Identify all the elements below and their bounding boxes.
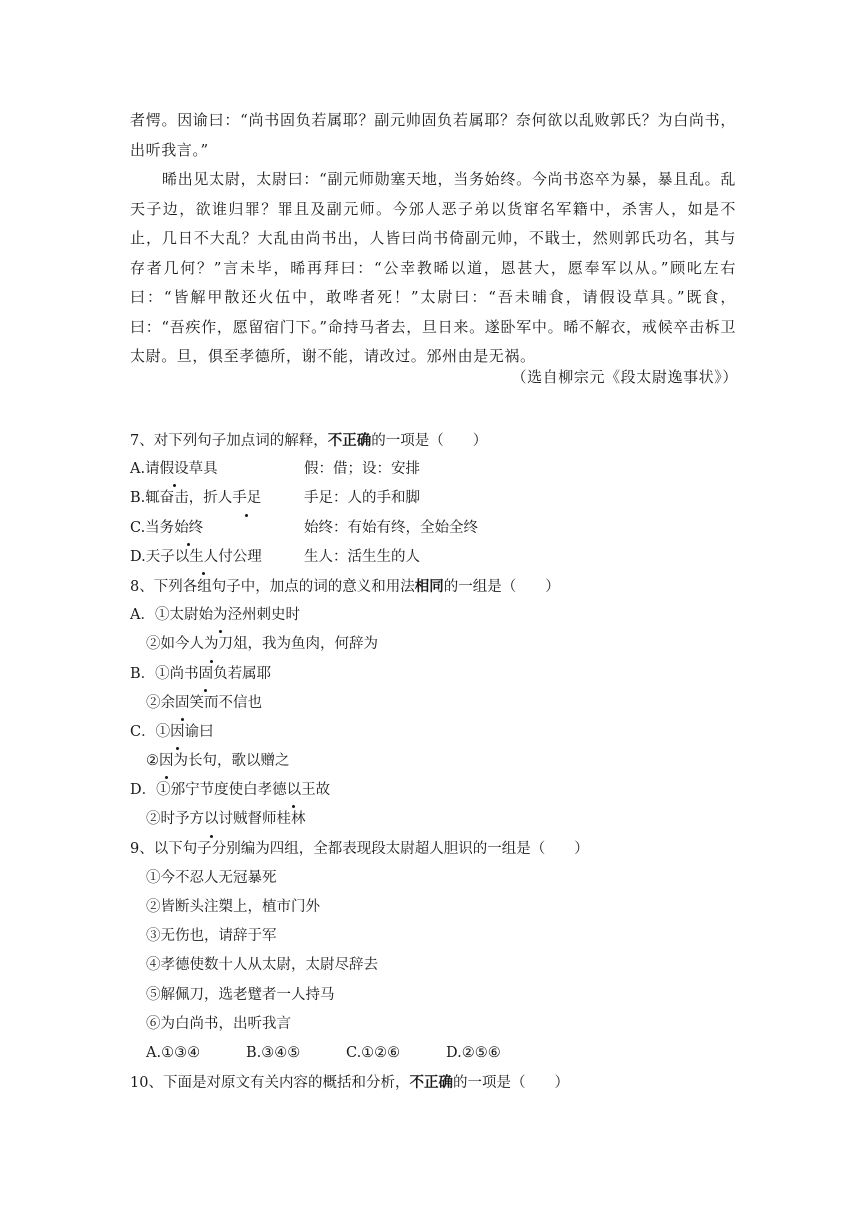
dotted-keyword: 以 — [204, 805, 219, 834]
emphasis-text: 不正确 — [409, 1074, 453, 1092]
question-9-stem: 9、以下句子分别编为四组，全都表现段太尉超人胆识的一组是（ ） — [130, 840, 589, 857]
question-9-item: ④孝德使数十人从太尉，太尉尽辞去 — [146, 957, 378, 974]
question-8-option-a-line-1: A．①太尉始为泾州刺史时 — [130, 601, 750, 630]
option-explanation: 生人：活生生的人 — [304, 548, 420, 565]
question-7-option-c: C.当务始终 始终：有始有终，全始全终 — [130, 514, 750, 543]
question-7-option-b: B.辄奋击，折人手足 手足：人的手和脚 — [130, 484, 750, 513]
question-8-option-d-line-1: D．①邠宁节度使白孝德以王故 — [130, 776, 750, 805]
choice-c: C.①②⑥ — [346, 1044, 401, 1061]
question-8-stem: 8、下列各组句子中，加点的词的意义和用法相同的一组是（ ） — [130, 577, 560, 595]
choice-d: D.②⑤⑥ — [446, 1044, 501, 1061]
dotted-keyword: 固 — [199, 660, 214, 689]
question-9-choices — [130, 1039, 750, 1068]
dotted-keyword: 固 — [175, 689, 190, 718]
passage-source: （选自柳宗元《段太尉逸事状》） — [511, 368, 738, 386]
question-7-option-a: A.请假设草具 假：借；设：安排 — [130, 455, 750, 484]
passage-paragraph-2: 晞出见太尉，太尉曰：“副元师勋塞天地，当务始终。今尚书恣卒为暴，暴且乱。乱天子边，欲谁归罪？罪且及副元师。今邠人恶子弟以货窜名军籍中，杀害人，如是不止，几日不大乱？大乱由尚书出，人皆曰尚书倚副元帅，不戢士，然则郭氏功名，其与存者几何？”言未毕，晞再拜曰：“公幸教晞以道，恩甚大，愿奉军以从。”顾叱左右曰：“皆解甲散还火伍中，敢哗者死！”太尉曰：“吾未晡食，请假设草具。”既食，曰：“吾疾作，愿留宿门下。”命持马者去，旦日来。遂卧军中。晞不解衣，戒候卒击柝卫太尉。旦，俱至孝德所，谢不能，请改过。邠州由是无祸。 — [130, 170, 736, 365]
question-9-item: ⑤解佩刀，选老躄者一人持马 — [146, 986, 335, 1003]
question-8-option-a-line-2: ②如今人为刀俎，我为鱼肉，何辞为 — [130, 630, 750, 659]
choice-a: A.①③④ — [146, 1044, 201, 1061]
dotted-keyword: 假设 — [160, 455, 189, 484]
emphasis-text: 相同 — [414, 577, 444, 595]
dotted-keyword: 为 — [213, 601, 228, 630]
question-9-item: ①今不忍人无冠暴死 — [146, 869, 277, 886]
dotted-keyword: 因 — [170, 718, 185, 747]
passage-paragraph-1: 者愕。因谕曰：“尚书固负若属耶？副元帅固负若属耶？奈何欲以乱败郭氏？为白尚书，出听我言。” — [130, 111, 736, 159]
question-8-option-b-line-1: B．①尚书固负若属耶 — [130, 660, 750, 689]
emphasis-text: 不正确 — [327, 432, 372, 449]
question-7-option-d: D.天子以生人付公理 生人：活生生的人 — [130, 543, 750, 572]
dotted-keyword: 因 — [159, 747, 174, 776]
dotted-keyword: 以 — [287, 776, 302, 805]
dotted-keyword: 手足 — [232, 484, 261, 513]
question-9-item: ⑥为白尚书，出听我言 — [146, 1015, 291, 1032]
question-9-item: ③无伤也，请辞于军 — [146, 928, 277, 945]
questions-section — [130, 426, 750, 1097]
dotted-keyword: 始终 — [174, 514, 203, 543]
question-8-option-c-line-2: ②因为长句，歌以赠之 — [130, 747, 750, 776]
dotted-keyword: 为 — [204, 630, 219, 659]
choice-b: B.③④⑤ — [246, 1044, 301, 1061]
dotted-keyword: 生人 — [189, 543, 218, 572]
question-8-option-c-line-1: C．①因谕曰 — [130, 718, 750, 747]
question-8-option-d-line-2: ②时予方以讨贼督师桂林 — [130, 805, 750, 834]
option-explanation: 手足：人的手和脚 — [304, 490, 420, 507]
question-10-stem: 10、下面是对原文有关内容的概括和分析，不正确的一项是（ ） — [130, 1074, 569, 1092]
option-explanation: 假：借；设：安排 — [304, 461, 420, 478]
question-8-option-b-line-2: ②余固笑而不信也 — [130, 689, 750, 718]
question-9-item: ②皆断头注槊上，植市门外 — [146, 899, 320, 915]
question-7-stem: 7、对下列句子加点词的解释，不正确的一项是（ ） — [130, 432, 488, 449]
classical-passage — [130, 106, 736, 372]
option-explanation: 始终：有始有终，全始全终 — [304, 519, 478, 536]
